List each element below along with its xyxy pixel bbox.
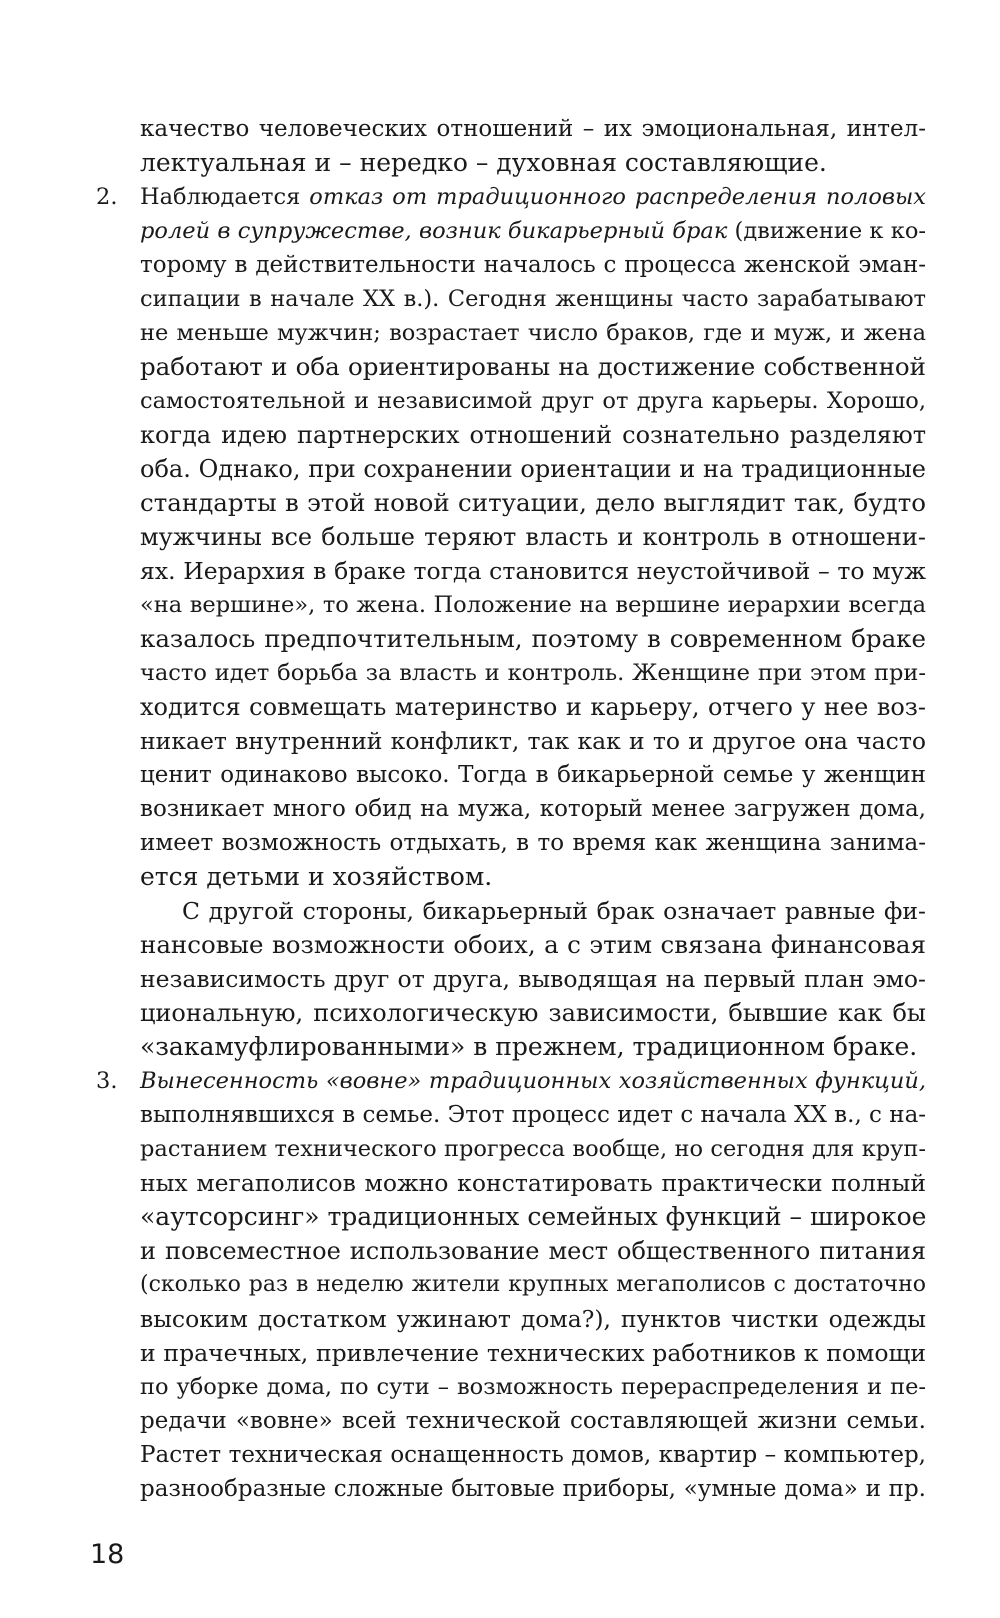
text-line bbox=[96, 418, 926, 452]
emphasis-text: ролей в супружестве, возник бикарьерный брак bbox=[140, 218, 728, 244]
text-line bbox=[96, 826, 926, 860]
text-segment: торому в действительности началось с процесса женской эман- bbox=[140, 252, 926, 278]
text-segment: (движение к ко- bbox=[727, 218, 926, 244]
text-line bbox=[96, 1132, 926, 1166]
text-segment: когда идею партнерских отношений сознательно разделяют bbox=[140, 421, 926, 449]
text-line bbox=[96, 622, 926, 656]
text-segment: «закамуфлированными» в прежнем, традиционном браке. bbox=[140, 1032, 918, 1061]
text-segment: оба. Однако, при сохранении ориентации и на традиционные bbox=[140, 455, 926, 483]
text-segment: разнообразные сложные бытовые приборы, «умные дома» и пр. bbox=[140, 1476, 926, 1502]
text-segment: и повсеместное использование мест общественного питания bbox=[140, 1237, 926, 1265]
text-line bbox=[96, 384, 926, 418]
text-line bbox=[96, 962, 926, 996]
text-segment: растанием технического прогресса вообще, но сегодня для круп- bbox=[140, 1136, 926, 1162]
text-line bbox=[96, 316, 926, 350]
text-line bbox=[96, 690, 926, 724]
text-segment: имеет возможность отдыхать, в то время как женщина занима- bbox=[140, 830, 926, 856]
text-segment: ходится совмещать материнство и карьеру, отчего у нее воз- bbox=[140, 693, 926, 721]
text-line bbox=[96, 248, 926, 282]
text-segment: С другой стороны, бикарьерный брак означает равные фи- bbox=[182, 897, 926, 925]
text-line bbox=[96, 758, 926, 792]
text-segment: циональную, психологическую зависимости, бывшие как бы bbox=[140, 999, 926, 1027]
text-segment: Растет техническая оснащенность домов, квартир – компьютер, bbox=[140, 1442, 926, 1468]
text-line bbox=[96, 1200, 926, 1234]
text-segment: «на вершине», то жена. Положение на вершине иерархии всегда bbox=[140, 592, 926, 618]
text-segment: казалось предпочтительным, поэтому в современном браке bbox=[140, 624, 926, 653]
text-segment: по уборке дома, по сути – возможность перераспределения и пе- bbox=[140, 1374, 926, 1400]
text-segment: никает внутренний конфликт, так как и то и другое она часто bbox=[140, 727, 926, 755]
text-segment: стандарты в этой новой ситуации, дело выглядит так, будто bbox=[140, 488, 926, 517]
text-line bbox=[96, 1438, 926, 1472]
text-segment: «аутсорсинг» традиционных семейных функций – широкое bbox=[140, 1202, 926, 1231]
text-line bbox=[96, 588, 926, 622]
text-segment: часто идет борьба за власть и контроль. Женщине при этом при- bbox=[140, 660, 926, 686]
text-segment: самостоятельной и независимой друг от друга карьеры. Хорошо, bbox=[140, 388, 926, 414]
text-segment: Наблюдается bbox=[140, 184, 310, 210]
text-line bbox=[96, 724, 926, 758]
text-line bbox=[96, 1166, 926, 1200]
text-segment: (сколько раз в неделю жители крупных мегаполисов с достаточно bbox=[140, 1272, 926, 1297]
text-line bbox=[96, 452, 926, 486]
text-segment: возникает много обид на мужа, который менее загружен дома, bbox=[140, 796, 926, 822]
text-line bbox=[96, 520, 926, 554]
text-line bbox=[96, 282, 926, 316]
text-segment: высоким достатком ужинают дома?), пунктов чистки одежды bbox=[140, 1305, 926, 1333]
text-line bbox=[96, 554, 926, 588]
list-item-start-line bbox=[96, 1064, 926, 1098]
text-segment: ных мегаполисов можно констатировать практически полный bbox=[140, 1169, 926, 1197]
emphasis-text: Вынесенность «вовне» традиционных хозяйственных функций, bbox=[140, 1068, 926, 1094]
list-item-start-line bbox=[96, 180, 926, 214]
text-line bbox=[96, 1098, 926, 1132]
text-line bbox=[96, 1234, 926, 1268]
emphasis-text: отказ от традиционного распределения половых bbox=[309, 184, 926, 210]
text-line bbox=[96, 112, 926, 146]
list-number: 2. bbox=[96, 184, 118, 210]
text-line bbox=[96, 1336, 926, 1370]
text-line bbox=[96, 350, 926, 384]
text-line bbox=[96, 996, 926, 1030]
text-segment: редачи «вовне» всей технической составляющей жизни семьи. bbox=[140, 1408, 926, 1434]
text-line bbox=[96, 860, 926, 894]
text-line bbox=[96, 146, 926, 180]
body-text bbox=[96, 112, 926, 1506]
text-segment: мужчины все больше теряют власть и контроль в отношени- bbox=[140, 523, 926, 551]
text-segment: качество человеческих отношений – их эмоциональная, интел- bbox=[140, 116, 926, 142]
text-line bbox=[96, 656, 926, 690]
text-segment: не меньше мужчин; возрастает число браков, где и муж, и жена bbox=[140, 320, 926, 346]
text-line bbox=[96, 792, 926, 826]
text-line bbox=[96, 1370, 926, 1404]
text-line bbox=[96, 486, 926, 520]
text-segment: ется детьми и хозяйством. bbox=[140, 862, 493, 891]
text-line bbox=[96, 1268, 926, 1302]
text-line bbox=[96, 1030, 926, 1064]
text-segment: нансовые возможности обоих, а с этим связана финансовая bbox=[140, 930, 926, 959]
text-line bbox=[96, 1404, 926, 1438]
text-segment: независимость друг от друга, выводящая на первый план эмо- bbox=[140, 965, 926, 993]
text-line bbox=[96, 214, 926, 248]
page-number: 18 bbox=[90, 1539, 125, 1570]
text-line bbox=[96, 1302, 926, 1336]
text-segment: работают и оба ориентированы на достижение собственной bbox=[140, 352, 926, 381]
text-segment: выполнявшихся в семье. Этот процесс идет с начала XX в., с на- bbox=[140, 1102, 926, 1128]
text-segment: сипации в начале XX в.). Сегодня женщины часто зарабатывают bbox=[140, 286, 926, 312]
text-segment: ценит одинаково высоко. Тогда в бикарьерной семье у женщин bbox=[140, 762, 926, 788]
text-line bbox=[96, 894, 926, 928]
list-number: 3. bbox=[96, 1068, 118, 1094]
text-line bbox=[96, 928, 926, 962]
text-segment: лектуальная и – нередко – духовная составляющие. bbox=[140, 148, 827, 177]
text-segment: и прачечных, привлечение технических работников к помощи bbox=[140, 1339, 926, 1367]
text-line bbox=[96, 1472, 926, 1506]
text-segment: ях. Иерархия в браке тогда становится неустойчивой – то муж bbox=[140, 557, 926, 585]
